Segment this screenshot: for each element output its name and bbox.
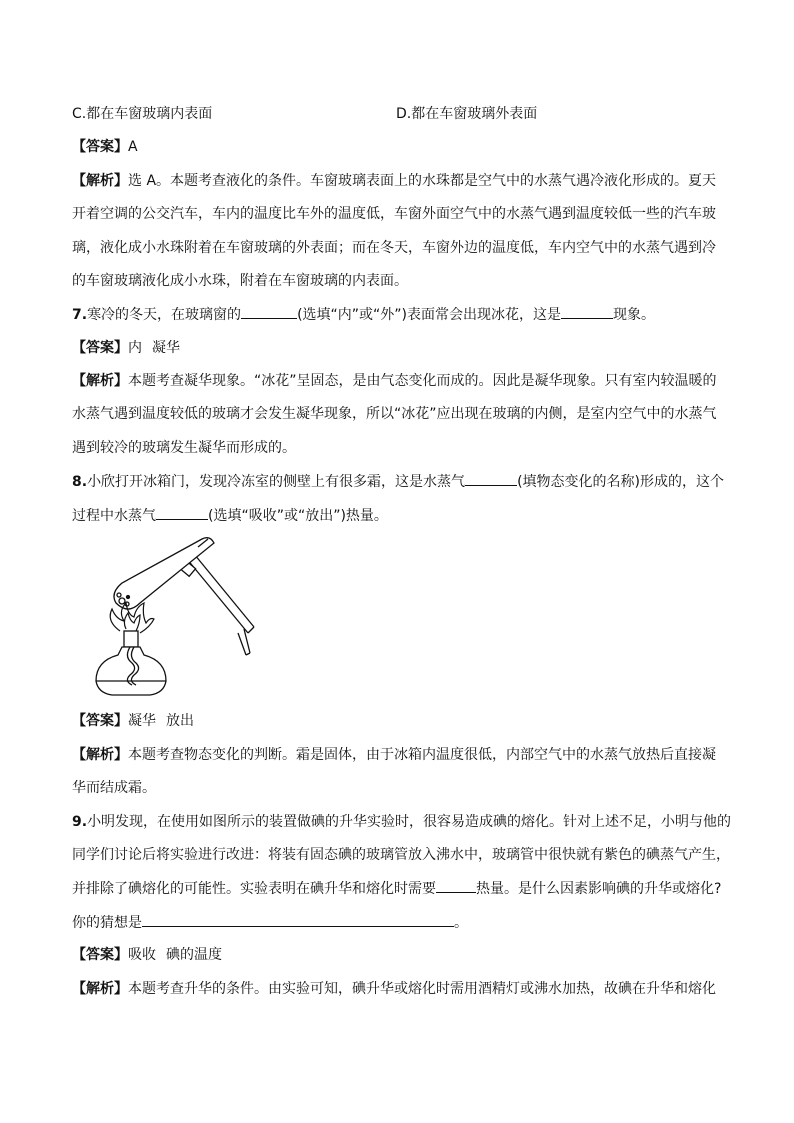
analysis-text: 选 A。本题考查液化的条件。车窗玻璃表面上的水珠都是空气中的水蒸气遇冷液化形成的。夏天: [128, 173, 717, 189]
answer-value: 内: [128, 340, 142, 356]
question-text: 热量。是什么因素影响碘的升华或熔化?: [476, 881, 722, 897]
q6-answer: [72, 137, 722, 157]
question-text: (填物态变化的名称)形成的，这个: [517, 474, 724, 490]
question-7: [72, 304, 722, 325]
answer-tag: 【答案】: [72, 340, 128, 356]
question-text: 现象。: [613, 307, 655, 323]
question-text: (选填“吸收”或“放出”)热量。: [208, 508, 388, 524]
question-9-cont: [72, 878, 722, 899]
q6-analysis-line: 璃，液化成小水珠附着在车窗玻璃的外表面；而在冬天，车窗外边的温度低，车内空气中的水蒸气遇到冷: [72, 240, 716, 256]
answer-blank[interactable]: [561, 304, 613, 319]
analysis-tag: 【解析】: [72, 173, 128, 189]
answer-value: 吸收: [128, 947, 156, 963]
q6-analysis-line: [72, 171, 722, 191]
answer-tag: 【答案】: [72, 139, 128, 155]
q8-analysis-line: 华而结成霜。: [72, 780, 156, 796]
question-8: [72, 471, 722, 492]
q6-analysis-line: 的车窗玻璃液化成小水珠，附着在车窗玻璃的内表面。: [72, 273, 408, 289]
q8-answer: [72, 711, 722, 731]
analysis-tag: 【解析】: [72, 747, 128, 763]
question-8-cont: [72, 505, 722, 526]
analysis-tag: 【解析】: [72, 373, 128, 389]
question-text: (选填“内”或“外”)表面常会出现冰花，这是: [297, 307, 561, 323]
q7-analysis-line: 遇到较冷的玻璃发生凝华而形成的。: [72, 440, 296, 456]
analysis-text: 本题考查升华的条件。由实验可知，碘升华或熔化时需用酒精灯或沸水加热，故碘在升华和熔化: [128, 981, 716, 997]
question-text: 你的猜想是: [72, 915, 142, 931]
question-number: 9.: [72, 814, 88, 830]
q6-analysis-line: 开着空调的公交汽车，车内的温度比车外的温度低，车窗外面空气中的水蒸气遇到温度较低一些的汽车玻: [72, 206, 716, 222]
analysis-text: 本题考查凝华现象。“冰花”呈固态，是由气态变化而成的。因此是凝华现象。只有室内较温暖的: [128, 373, 717, 389]
alcohol-lamp-icon: [96, 631, 166, 695]
question-9: [72, 812, 732, 832]
q9-answer: [72, 945, 722, 965]
question-9-cont: [72, 912, 722, 933]
answer-tag: 【答案】: [72, 713, 128, 729]
answer-value: 碘的温度: [166, 947, 222, 963]
q9-analysis-line: [72, 979, 722, 999]
clamp-icon: [178, 549, 254, 655]
analysis-text: 本题考查物态变化的判断。霜是固体，由于冰箱内温度很低，内部空气中的水蒸气放热后直接凝: [128, 747, 716, 763]
answer-value: 凝华: [128, 713, 156, 729]
question-text: 小明发现，在使用如图所示的装置做碘的升华实验时，很容易造成碘的熔化。针对上述不足，小明与他的: [87, 814, 732, 830]
answer-value: 放出: [166, 713, 194, 729]
question-9-cont: 同学们讨论后将实验进行改进：将装有固态碘的玻璃管放入沸水中，玻璃管中很快就有紫色的碘蒸气产生，: [72, 847, 730, 863]
question-text: 过程中水蒸气: [72, 508, 156, 524]
q7-analysis-line: [72, 371, 722, 391]
question-text: 。: [454, 915, 468, 931]
answer-tag: 【答案】: [72, 947, 128, 963]
sublimation-apparatus-figure: [88, 533, 258, 703]
answer-value: 凝华: [152, 340, 180, 356]
question-text: 并排除了碘熔化的可能性。实验表明在碘升华和熔化时需要: [72, 881, 436, 897]
question-text: 寒冷的冬天，在玻璃窗的: [87, 307, 242, 323]
answer-value: A: [128, 139, 138, 155]
option-c: C.都在车窗玻璃内表面: [72, 106, 213, 122]
question-number: 8.: [72, 474, 88, 490]
answer-blank[interactable]: [142, 912, 454, 927]
analysis-tag: 【解析】: [72, 981, 128, 997]
answer-blank[interactable]: [465, 471, 517, 486]
q7-analysis-line: 水蒸气遇到温度较低的玻璃才会发生凝华现象，所以“冰花”应出现在玻璃的内侧，是室内空气中的水蒸气: [72, 406, 717, 422]
q8-analysis-line: [72, 745, 722, 765]
answer-blank[interactable]: [156, 505, 208, 520]
question-number: 7.: [72, 307, 88, 323]
option-d: D.都在车窗玻璃外表面: [396, 106, 538, 122]
question-text: 小欣打开冰箱门，发现冷冻室的侧壁上有很多霜，这是水蒸气: [87, 474, 466, 490]
q7-answer: [72, 338, 722, 358]
q6-options-row: [72, 104, 722, 124]
answer-blank[interactable]: [436, 878, 476, 893]
answer-blank[interactable]: [241, 304, 297, 319]
